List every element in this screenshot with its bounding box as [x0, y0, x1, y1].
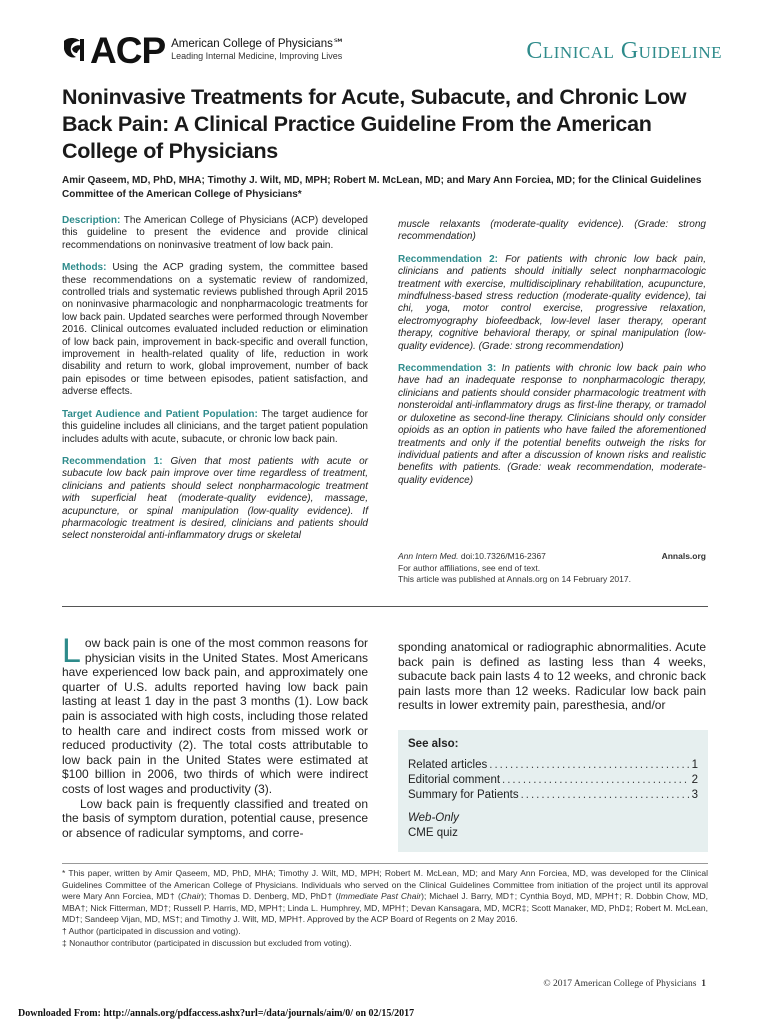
body-paragraph-1	[62, 632, 368, 797]
citation-published: This article was published at Annals.org on 14 February 2017.	[398, 574, 631, 584]
citation-site-link[interactable]: Annals.org	[661, 551, 706, 561]
citation-block	[398, 551, 706, 586]
body-right-column	[398, 640, 706, 713]
abstract-left-column	[62, 215, 368, 553]
citation-journal: Ann Intern Med.	[398, 551, 459, 561]
rec1-continued: muscle relaxants (moderate-quality evidence). (Grade: strong recommendation)	[398, 219, 706, 243]
see-also-title: See also:	[408, 738, 459, 750]
rec2-text: For patients with chronic low back pain, clinicians and patients should initially select nonpharmacologic treatment with exercise, multidisciplinary rehabilitation, acupuncture, mindfulness-based stress reduction (moderate-quality evidence), tai chi, yoga, motor control exercise, progressive relaxation, electromyography biofeedback, low-level laser therapy, operant therapy, cognitive behavioral therapy, or spinal manipulation (low-quality evidence). (Grade: strong recommendation)	[398, 253, 706, 352]
page-number: 1	[701, 979, 706, 989]
abstract-recommendation-3	[398, 363, 706, 487]
see-also-box	[398, 730, 708, 852]
audience-label: Target Audience and Patient Population:	[62, 408, 258, 420]
acp-logo-letters: ACP	[90, 29, 166, 71]
article-title: Noninvasive Treatments for Acute, Subacute, and Chronic Low Back Pain: A Clinical Practice Guideline From the American College of Physicians	[62, 85, 687, 163]
see-also-cme-quiz[interactable]: CME quiz	[408, 827, 458, 839]
rec2-label: Recommendation 2:	[398, 253, 498, 265]
see-also-web-only: Web-Only	[408, 812, 459, 824]
rec3-label: Recommendation 3:	[398, 363, 497, 375]
section-label: Clinical Guideline	[526, 38, 722, 64]
abstract-audience	[62, 409, 368, 446]
audience-text: The target audience for this guideline includes all clinicians, and the target patient population includes adults with acute, subacute, or chronic low back pain.	[62, 408, 368, 445]
copyright-line: © 2017 American College of Physicians 1	[543, 979, 706, 989]
body-paragraph-right: sponding anatomical or radiographic abnormalities. Acute back pain is defined as lasting less than 4 weeks, subacute back pain lasts 4 to 12 weeks, and chronic back pain lasts more than 12 weeks. Radicular low back pain results in lower extremity pain, paresthesia, and/or	[398, 640, 706, 713]
footnotes	[62, 868, 708, 949]
rec1-text: Given that most patients with acute or subacute low back pain improve over time regardless of treatment, clinicians and patients should select nonpharmacologic treatment with superficial heat (moderate-quality evidence), massage, acupuncture, or spinal manipulation (low-quality evidence). If pharmacologic treatment is desired, clinicians and patients should select nonsteroidal anti-inflammatory drugs or skeletal	[62, 455, 368, 542]
acp-logo-name: American College of Physicians℠	[171, 38, 345, 51]
methods-text: Using the ACP grading system, the committee based these recommendations on a systematic review of randomized, controlled trials and systematic reviews published through April 2015 on noninvasive pharmacologic and nonpharmacologic treatments for low back pain. Updated searches were performed through November 2016. Clinical outcomes evaluated included reduction or elimination of low back pain, improvement in back-specific and overall function, improvement in health-related quality of life, reduction in work disability and return to work, global improvement, number of back pain episodes or time between episodes, patient satisfaction, and adverse effects.	[62, 262, 368, 398]
author-list: Amir Qaseem, MD, PhD, MHA; Timothy J. Wilt, MD, MPH; Robert M. McLean, MD; and Mary Ann Forciea, MD; for the Clinical Guidelines Committee of the American College of Physicians*	[62, 175, 702, 200]
page-header	[62, 30, 722, 74]
body-paragraph-2: Low back pain is frequently classified and treated on the basis of symptom duration, potential cause, presence or absence of radicular symptoms, and corre-	[62, 796, 368, 840]
footnote-nonauthor: ‡ Nonauthor contributor (participated in discussion but excluded from voting).	[62, 937, 352, 948]
acp-logo-mark-icon	[62, 35, 88, 65]
drop-cap: L	[62, 632, 81, 670]
acp-logo	[62, 30, 345, 70]
body-paragraph-1-text: ow back pain is one of the most common reasons for physician visits in the United States. Most Americans have experienced low back pain, and approximately one quarter of U.S. adults reported having low back pain lasting at least 1 day in the past 3 months (1). Low back pain is associated with high costs, including those related to health care and indirect costs from missed work or reduced productivity (2). The total costs attributable to low back pain in the United States were estimated at $100 billion in 2006, two thirds of which were indirect costs of lost wages and productivity (3).	[62, 636, 368, 796]
see-also-editorial-comment[interactable]: Editorial comment ..... 2	[408, 773, 698, 788]
methods-label: Methods:	[62, 262, 107, 274]
footnote-divider	[62, 863, 708, 864]
abstract-right-column	[398, 219, 706, 497]
abstract-description	[62, 215, 368, 252]
body-left-column	[62, 632, 368, 840]
footnote-author: † Author (participated in discussion and voting).	[62, 925, 241, 936]
abstract-recommendation-2	[398, 254, 706, 353]
rec3-text: In patients with chronic low back pain who have had an inadequate response to nonpharmacologic therapy, clinicians and patients should consider pharmacologic treatment with nonsteroidal anti-inflammatory drugs as first-line therapy, or tramadol or duloxetine as second-line therapy. Clinicians should only consider opioids as an option in patients who have failed the aforementioned treatments and only if the potential benefits outweigh the risks for individual patients and after a discussion of known risks and realistic benefits with patients. (Grade: weak recommendation, moderate-quality evidence)	[398, 363, 706, 486]
description-text: The American College of Physicians (ACP) developed this guideline to present the evidence and provide clinical recommendations on noninvasive treatment of low back pain.	[62, 215, 368, 251]
section-divider	[62, 606, 708, 607]
footnote-main: * This paper, written by Amir Qaseem, MD, PhD, MHA; Timothy J. Wilt, MD, MPH; Robert M. McLean, MD; and Mary Ann Forciea, MD, was developed for the Clinical Guidelines Committee of the American College of Physicians. Individuals who served on the Clinical Guidelines Committee from initiation of the project until its approval were Mary Ann Forciea, MD† (Chair); Thomas D. Denberg, MD, PhD† (Immediate Past Chair); Michael J. Barry, MD†; Cynthia Boyd, MD, MPH†; R. Dobbin Chow, MD, MBA†; Nick Fitterman, MD†; Russell P. Harris, MD, MPH†; Linda L. Humphrey, MD, MPH†; Devan Kansagara, MD, MCR‡; Scott Manaker, MD, PhD‡; Robert M. McLean, MD†; Sandeep Vijan, MD, MS†; and Timothy J. Wilt, MD, MPH†. Approved by the ACP Board of Regents on 2 May 2016.	[62, 868, 708, 925]
citation-doi[interactable]: doi:10.7326/M16-2367	[458, 551, 546, 561]
see-also-summary-for-patients[interactable]: Summary for Patients ..... 3	[408, 788, 698, 803]
rec1-label: Recommendation 1:	[62, 455, 163, 467]
abstract-recommendation-1	[62, 456, 368, 543]
abstract-methods	[62, 262, 368, 398]
citation-affiliations: For author affiliations, see end of text.	[398, 562, 541, 573]
see-also-related-articles[interactable]: Related articles ..... 1	[408, 758, 698, 773]
description-label: Description:	[62, 215, 121, 226]
download-line: Downloaded From: http://annals.org/pdfaccess.ashx?url=/data/journals/aim/0/ on 02/15/2017	[18, 1008, 415, 1019]
acp-logo-tagline: Leading Internal Medicine, Improving Lives	[171, 51, 343, 62]
